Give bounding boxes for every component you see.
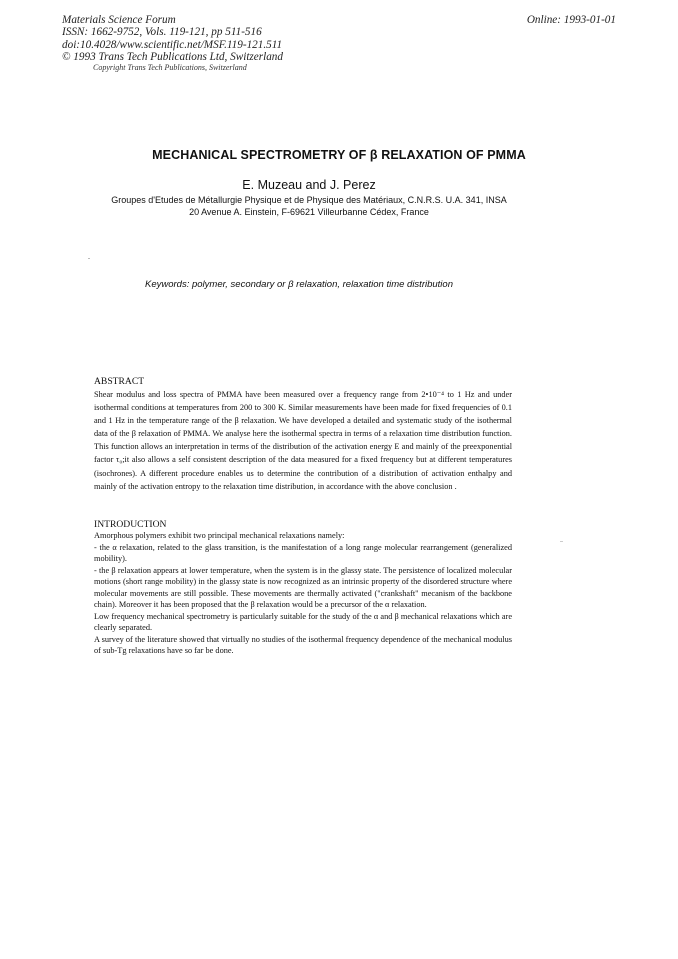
abstract-text [94,388,512,493]
intro-paragraph: - the β relaxation appears at lower temperature, when the system is in the glassy state. The persistence of localized molecular motions (short range mobility) in the glassy state is now recognized as an intrinsic property of the disordered structure where molecular movements are still possible. These movements are thermally activated ("crankshaft" mecanism of the backbone chain). Moreover it has been proposed that the β relaxation would be a precursor of the α relaxation. [94,565,512,609]
keywords-line: Keywords: polymer, secondary or β relaxation, relaxation time distribution [145,279,453,290]
online-date: Online: 1993-01-01 [526,14,616,26]
scan-speck [88,258,90,259]
abstract-heading: ABSTRACT [94,376,145,387]
copyright-stamp: Copyright Trans Tech Publications, Switzerland [93,63,247,72]
publisher-line: © 1993 Trans Tech Publications Ltd, Switzerland [62,51,283,64]
introduction-heading: INTRODUCTION [94,519,167,530]
affiliation-line-1: Groupes d'Etudes de Métallurgie Physique et de Physique des Matériaux, C.N.R.S. U.A. 341, INSA [111,195,507,205]
issn-line: ISSN: 1662-9752, Vols. 119-121, pp 511-516 [62,26,262,39]
paper-title: MECHANICAL SPECTROMETRY OF β RELAXATION OF PMMA [152,148,526,162]
affiliation-line-2: 20 Avenue A. Einstein, F-69621 Villeurbanne Cédex, France [189,206,429,217]
introduction-text [94,530,512,657]
intro-paragraph: - the α relaxation, related to the glass transition, is the manifestation of a long range molecular rearrangement (generalized mobility). [94,542,512,563]
intro-paragraph: A survey of the literature showed that virtually no studies of the isothermal frequency dependence of the mechanical modulus of sub-Tg relaxations have so far be done. [94,634,512,655]
affiliation [0,195,618,218]
journal-name: Materials Science Forum [62,14,176,26]
doi-line: doi:10.4028/www.scientific.net/MSF.119-121.511 [62,38,283,51]
paper-authors: E. Muzeau and J. Perez [242,178,376,192]
intro-paragraph: Low frequency mechanical spectrometry is particularly suitable for the study of the α and β mechanical relaxations which are clearly separated. [94,611,512,632]
abstract-paragraph: Shear modulus and loss spectra of PMMA have been measured over a frequency range from 2•10⁻⁴ to 1 Hz and under isothermal conditions at temperatures from 200 to 300 K. Similar measurements have been made for fixed frequencies of 0.1 and 1 Hz in the temperature range of the β relaxation. We have developed a detailed and systematic study of the isothermal data of the β relaxation of PMMA. We analyse here the isothermal spectra in terms of a relaxation time distribution function. This function allows an interpretation in terms of the distribution of the activation energy E and mainly of the preexponential factor τ₀;it also allows a self consistent description of the data measured for a fixed frequency but at different temperatures (isochrones). A different procedure enables us to determine the contribution of a distribution of activation enthalpy and mainly of the activation entropy to the relaxation time distribution, in accordance with the above conclusion . [94,390,512,491]
scan-speck [560,541,563,542]
journal-header [62,14,392,64]
intro-paragraph: Amorphous polymers exhibit two principal mechanical relaxations namely: [94,531,345,540]
